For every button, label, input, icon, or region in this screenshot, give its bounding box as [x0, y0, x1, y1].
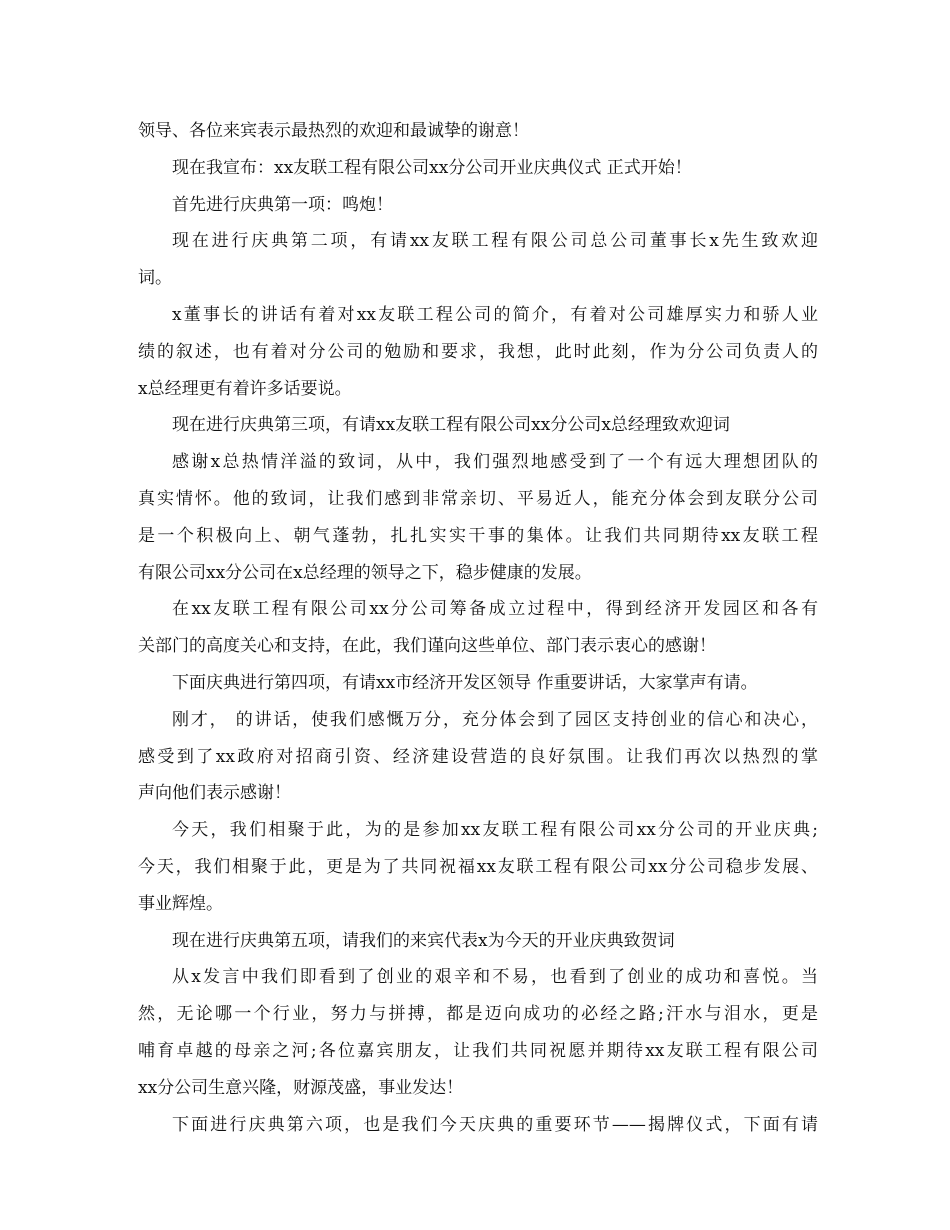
text-line: 词。 [138, 268, 172, 289]
text-line: 今天，我们相聚于此，为的是参加xx友联工程有限公司xx分公司的开业庆典; [172, 820, 818, 841]
text-line: 领导、各位来宾表示最热烈的欢迎和最诚挚的谢意！ [138, 121, 529, 141]
text-line: 刚才， 的讲话，使我们感慨万分，充分体会到了园区支持创业的信心和决心， [172, 709, 818, 730]
text-line: 首先进行庆典第一项：鸣炮！ [172, 194, 393, 215]
text-line: 从x发言中我们即看到了创业的艰辛和不易，也看到了创业的成功和喜悦。当 [172, 967, 818, 988]
text-line: 在xx友联工程有限公司xx分公司筹备成立过程中，得到经济开发园区和各有 [172, 599, 818, 620]
text-line: 现在进行庆典第五项，请我们的来宾代表x为今天的开业庆典致贺词 [172, 930, 675, 951]
text-line: 关部门的高度关心和支持，在此，我们谨向这些单位、部门表示衷心的感谢！ [138, 636, 716, 657]
text-line: 真实情怀。他的致词，让我们感到非常亲切、平易近人，能充分体会到友联分公司 [138, 488, 818, 509]
text-line: 哺育卓越的母亲之河;各位嘉宾朋友，让我们共同祝愿并期待xx友联工程有限公司 [138, 1040, 818, 1061]
text-line: 绩的叙述，也有着对分公司的勉励和要求，我想，此时此刻，作为分公司负责人的 [138, 341, 818, 362]
text-line: 现在我宣布：xx友联工程有限公司xx分公司开业庆典仪式 正式开始！ [172, 157, 692, 178]
text-line: 现在进行庆典第二项，有请xx友联工程有限公司总公司董事长x先生致欢迎 [172, 231, 818, 252]
text-line: 是一个积极向上、朝气蓬勃，扎扎实实干事的集体。让我们共同期待xx友联工程 [138, 525, 818, 546]
text-line: 感谢x总热情洋溢的致词，从中，我们强烈地感受到了一个有远大理想团队的 [172, 452, 818, 473]
text-line: x总经理更有着许多话要说。 [138, 378, 352, 399]
text-line: 声向他们表示感谢！ [138, 783, 291, 804]
text-line: 事业辉煌。 [138, 893, 223, 914]
text-line: 感受到了xx政府对招商引资、经济建设营造的良好氛围。让我们再次以热烈的掌 [138, 746, 818, 767]
text-line: 现在进行庆典第三项，有请xx友联工程有限公司xx分公司x总经理致欢迎词 [172, 415, 730, 436]
text-line: x董事长的讲话有着对xx友联工程公司的简介，有着对公司雄厚实力和骄人业 [172, 304, 818, 325]
document-body [138, 113, 818, 1143]
text-line: 有限公司xx分公司在x总经理的领导之下，稳步健康的发展。 [138, 562, 592, 583]
text-line: 然，无论哪一个行业，努力与拼搏，都是迈向成功的必经之路;汗水与泪水，更是 [138, 1004, 818, 1025]
text-line: xx分公司生意兴隆，财源茂盛，事业发达！ [138, 1077, 464, 1098]
text-line: 下面进行庆典第六项，也是我们今天庆典的重要环节——揭牌仪式，下面有请 [172, 1114, 818, 1135]
text-line: 下面庆典进行第四项，有请xx市经济开发区领导 作重要讲话，大家掌声有请。 [172, 672, 758, 693]
text-line: 今天，我们相聚于此，更是为了共同祝福xx友联工程有限公司xx分公司稳步发展、 [138, 856, 818, 877]
